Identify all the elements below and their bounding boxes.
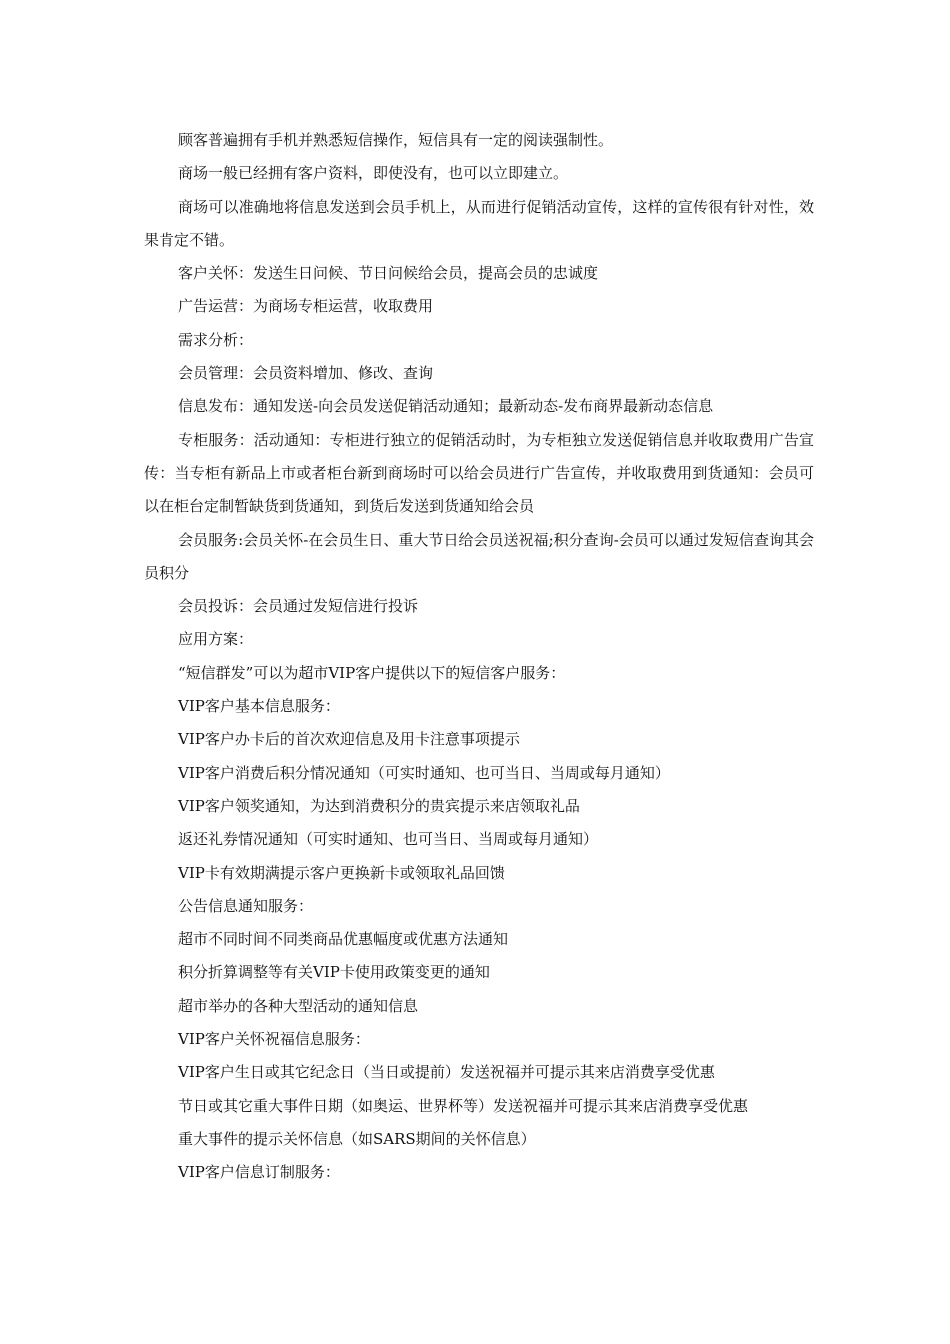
paragraph: 会员管理：会员资料增加、修改、查询 <box>178 364 434 383</box>
paragraph: 会员投诉：会员通过发短信进行投诉 <box>178 597 419 616</box>
list-item: VIP客户生日或其它纪念日（当日或提前）发送祝福并可提示其来店消费享受优惠 <box>178 1063 715 1082</box>
list-item: 返还礼券情况通知（可实时通知、也可当日、当周或每月通知） <box>178 830 599 849</box>
section-heading: 需求分析： <box>178 330 254 349</box>
list-item: 超市举办的各种大型活动的通知信息 <box>178 996 419 1015</box>
paragraph: 客户关怀：发送生日问候、节日问候给会员，提高会员的忠诚度 <box>178 264 599 283</box>
paragraph: “短信群发”可以为超市VIP客户提供以下的短信客户服务： <box>178 663 566 682</box>
paragraph: 商场一般已经拥有客户资料，即使没有，也可以立即建立。 <box>178 164 569 183</box>
section-heading: VIP客户关怀祝福信息服务： <box>178 1030 370 1049</box>
paragraph: 会员服务:会员关怀-在会员生日、重大节日给会员送祝福;积分查询-会员可以通过发短信查询其会员积分 <box>144 530 814 582</box>
section-heading: VIP客户基本信息服务： <box>178 697 340 716</box>
paragraph: 顾客普遍拥有手机并熟悉短信操作，短信具有一定的阅读强制性。 <box>178 131 614 149</box>
section-heading: 公告信息通知服务： <box>178 896 314 915</box>
section-heading: VIP客户信息订制服务： <box>178 1163 340 1182</box>
list-item: VIP客户领奖通知，为达到消费积分的贵宾提示来店领取礼品 <box>178 796 580 815</box>
list-item: VIP卡有效期满提示客户更换新卡或领取礼品回馈 <box>178 863 505 882</box>
section-heading: 应用方案： <box>178 630 254 649</box>
list-item: VIP客户办卡后的首次欢迎信息及用卡注意事项提示 <box>178 730 520 749</box>
paragraph: 广告运营：为商场专柜运营，收取费用 <box>178 297 434 316</box>
paragraph: 商场可以准确地将信息发送到会员手机上，从而进行促销活动宣传，这样的宣传很有针对性，效果肯定不错。 <box>144 197 814 249</box>
list-item: 节日或其它重大事件日期（如奥运、世界杯等）发送祝福并可提示其来店消费享受优惠 <box>178 1096 749 1115</box>
paragraph: 信息发布：通知发送-向会员发送促销活动通知；最新动态-发布商界最新动态信息 <box>178 397 714 416</box>
list-item: 重大事件的提示关怀信息（如SARS期间的关怀信息） <box>178 1129 536 1148</box>
paragraph: 专柜服务：活动通知：专柜进行独立的促销活动时，为专柜独立发送促销信息并收取费用广告宣传：当专柜有新品上市或者柜台新到商场时可以给会员进行广告宣传，并收取费用到货通知：会员可以在柜台定制暂缺货到货通知，到货后发送到货通知给会员 <box>144 430 814 516</box>
list-item: VIP客户消费后积分情况通知（可实时通知、也可当日、当周或每月通知） <box>178 763 670 782</box>
document-body <box>144 124 814 1190</box>
list-item: 积分折算调整等有关VIP卡使用政策变更的通知 <box>178 963 490 982</box>
list-item: 超市不同时间不同类商品优惠幅度或优惠方法通知 <box>178 930 509 949</box>
